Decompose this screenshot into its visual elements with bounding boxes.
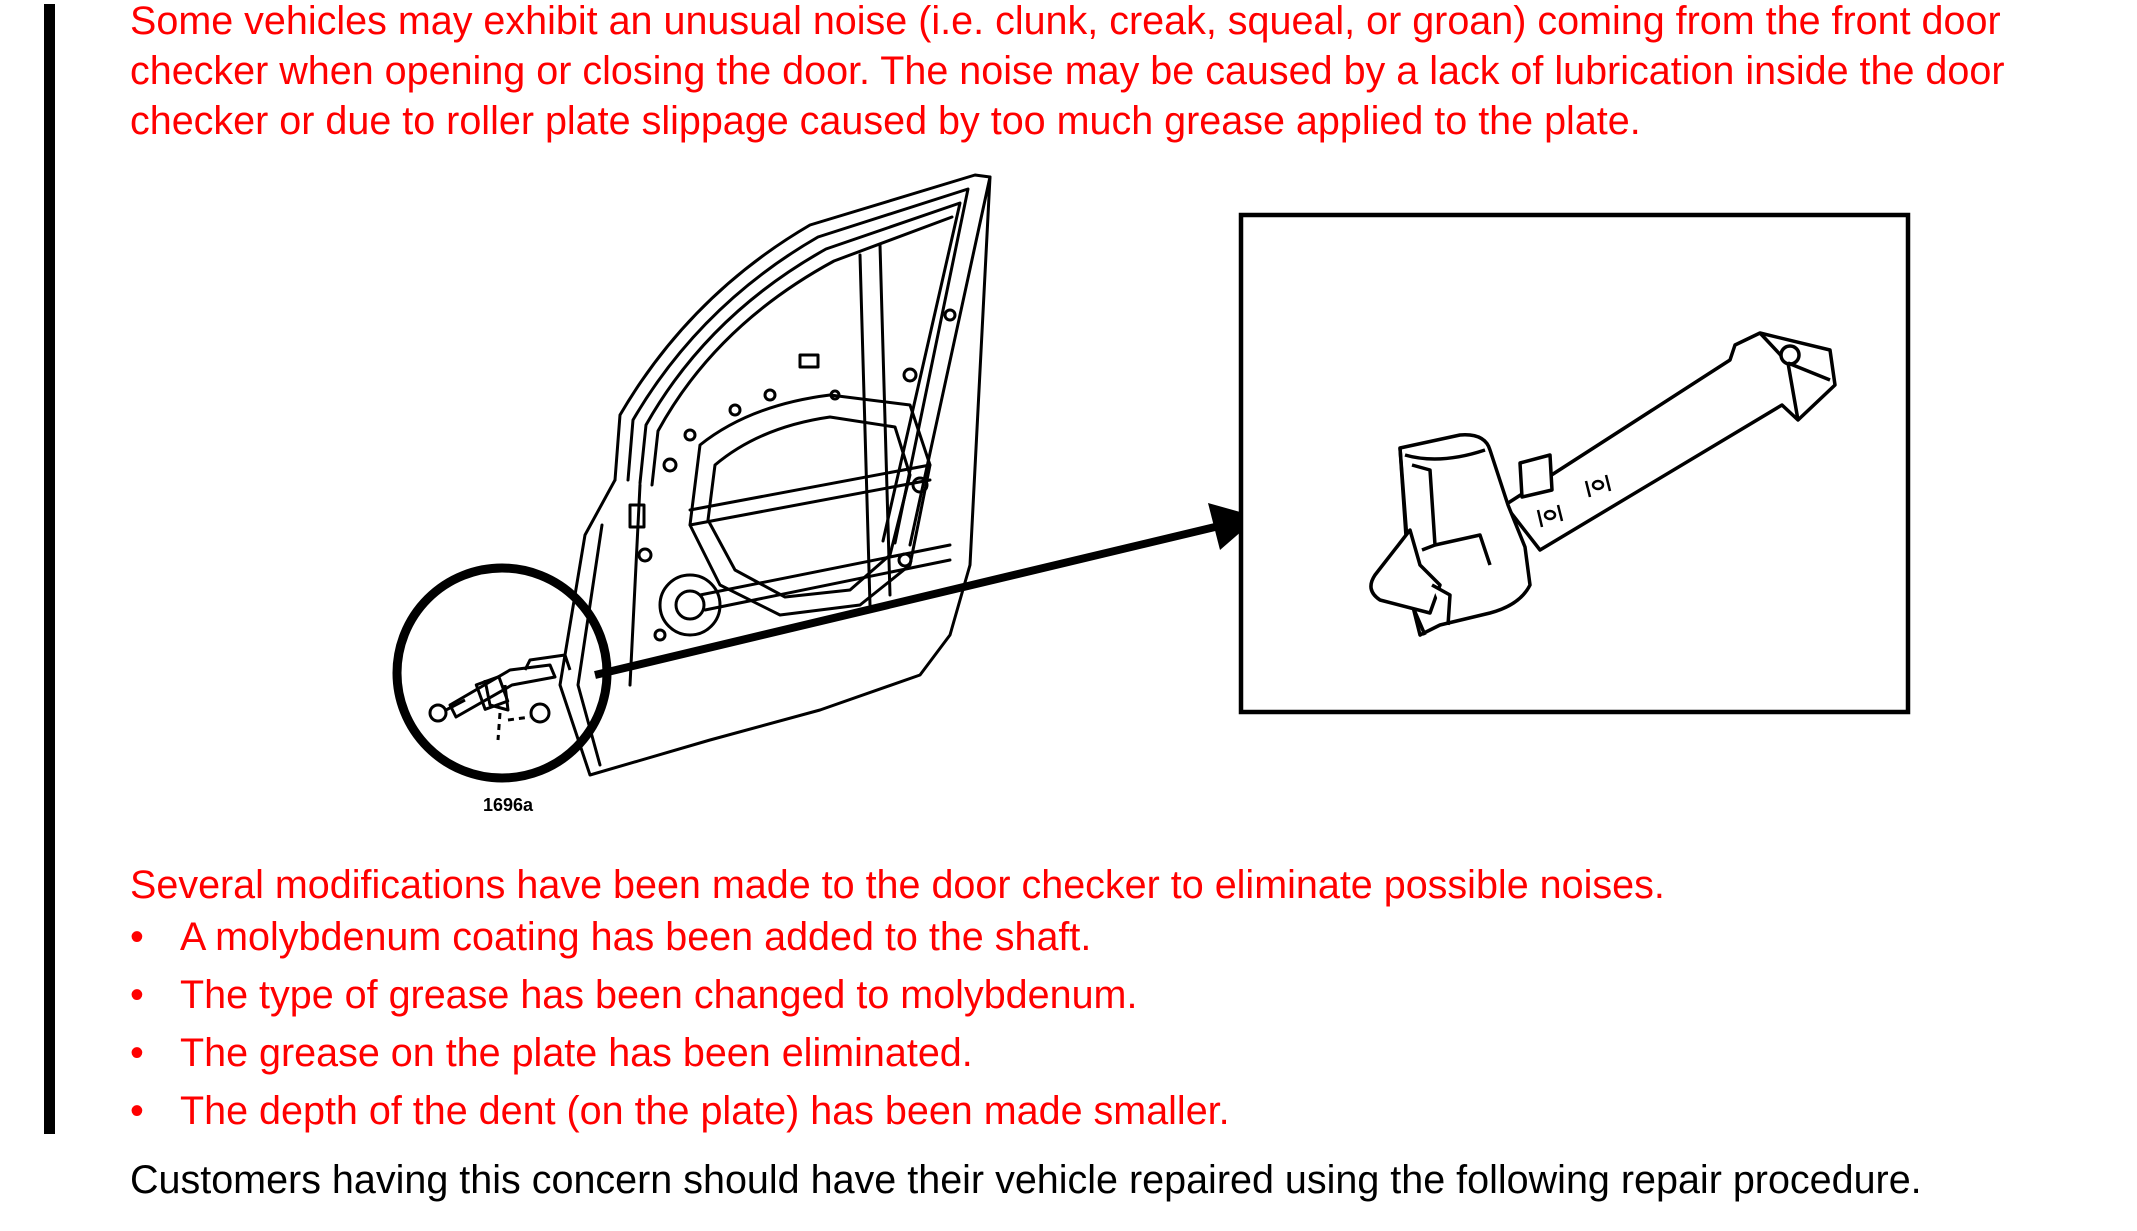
- list-item: [130, 1086, 1230, 1144]
- figure-number-label: 1696a: [483, 795, 534, 815]
- intro-line: Some vehicles may exhibit an unusual noise (i.e. clunk, creak, squeal, or groan) coming from the front door: [130, 0, 2001, 43]
- checker-parts-drawing: [430, 655, 570, 740]
- list-item-text: A molybdenum coating has been added to the shaft.: [180, 915, 1092, 959]
- bullet-icon: •: [130, 915, 144, 959]
- intro-line: checker or due to roller plate slippage caused by too much grease applied to the plate.: [130, 99, 1641, 143]
- list-item-text: The type of grease has been changed to molybdenum.: [180, 973, 1138, 1017]
- list-item: [130, 912, 1230, 970]
- list-item-text: The depth of the dent (on the plate) has been made smaller.: [180, 1089, 1230, 1133]
- bullet-icon: •: [130, 973, 144, 1017]
- list-item: [130, 970, 1230, 1028]
- intro-paragraph: [130, 0, 2004, 146]
- list-item: [130, 1028, 1230, 1086]
- bullet-icon: •: [130, 1089, 144, 1133]
- modifications-intro: Several modifications have been made to the door checker to eliminate possible noises.: [130, 863, 1665, 907]
- front-door-drawing: [560, 175, 990, 775]
- list-item-text: The grease on the plate has been eliminated.: [180, 1031, 973, 1075]
- door-checker-illustration: [390, 165, 1920, 830]
- intro-line: checker when opening or closing the door. The noise may be caused by a lack of lubrication inside the door: [130, 49, 2005, 93]
- revision-change-bar: [44, 4, 55, 1134]
- detail-pointer-line: [595, 527, 1215, 675]
- bullet-icon: •: [130, 1031, 144, 1075]
- closing-paragraph: Customers having this concern should have their vehicle repaired using the following repair procedure.: [130, 1158, 1922, 1202]
- modifications-list: [130, 912, 1230, 1144]
